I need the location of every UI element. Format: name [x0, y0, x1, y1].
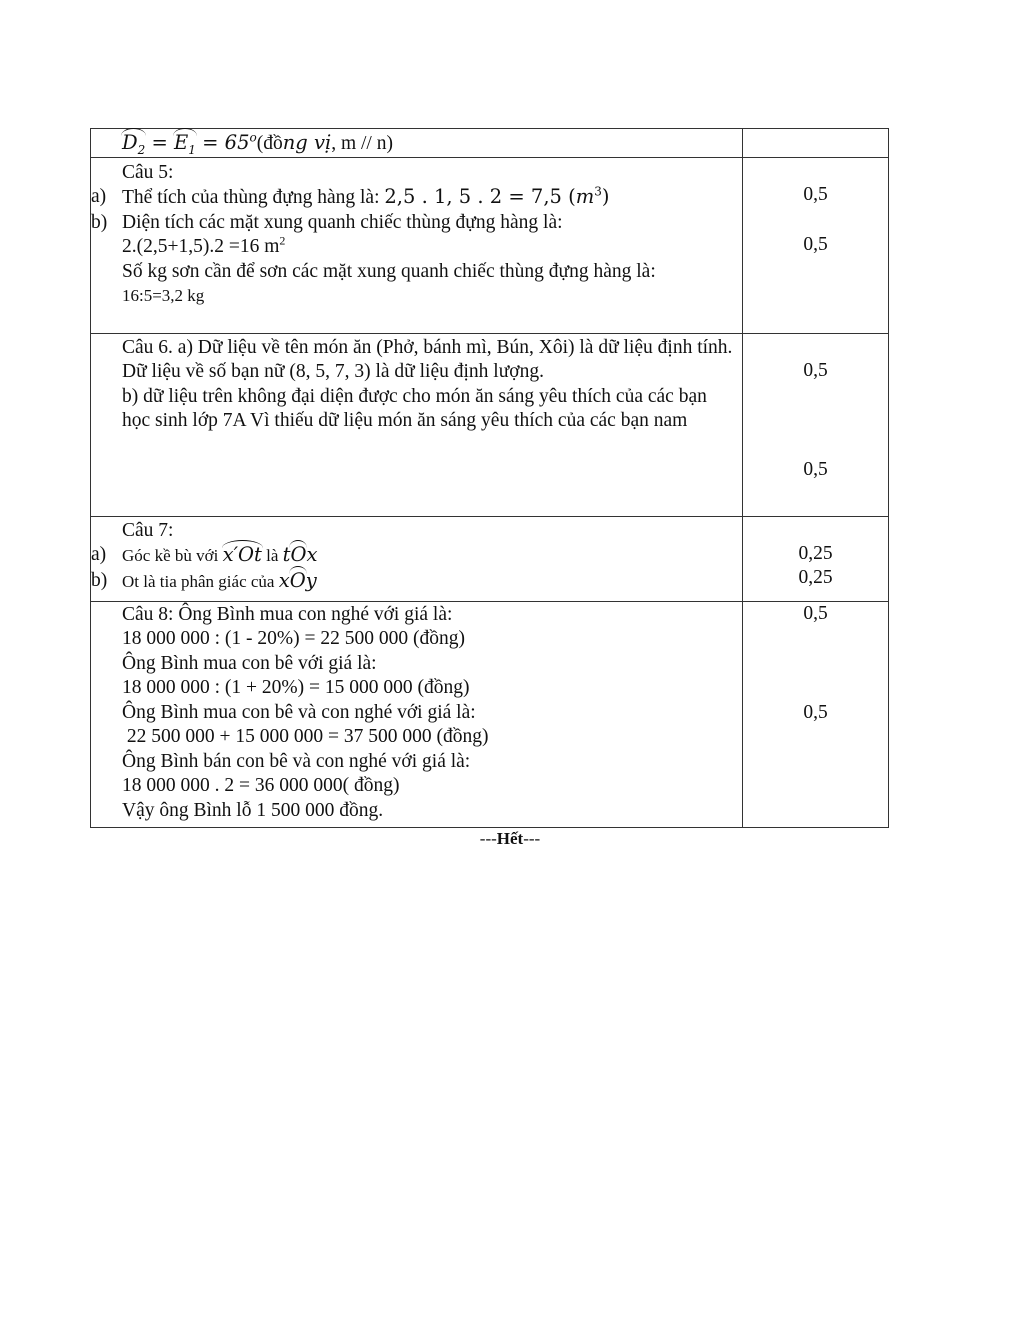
q5-line-a — [91, 184, 736, 211]
q8-line: Ông Bình mua con bê và con nghé với giá là: — [122, 701, 476, 723]
q7-score-1: 0,25 — [798, 542, 833, 564]
q5-line-b2: 2.(2,5+1,5).2 =16 $m^2$ — [122, 233, 286, 257]
row-question-6 — [91, 333, 889, 516]
q8-line: 18 000 000 : (1 + 20%) = 15 000 000 (đồng) — [122, 677, 470, 698]
q8-line: Ông Bình bán con bê và con nghé với giá là: — [122, 750, 471, 772]
q7-line-a-mid: là — [261, 546, 283, 565]
degree-sup: o — [249, 130, 257, 145]
q6-content — [91, 333, 743, 516]
q6-para-3: b) dữ liệu trên không đại diện được cho món ăn sáng yêu thích của các bạn học sinh lớp 7A Vì thiếu dữ liệu món ăn sáng yêu thích của các bạn nam — [122, 385, 707, 431]
q7-line-b-text: Ot là tia phân giác của — [122, 571, 279, 591]
q8-scores — [743, 601, 889, 827]
q5-content — [91, 157, 743, 333]
answer-table — [90, 128, 889, 828]
reason-part-b: ng vị — [282, 131, 332, 154]
row-question-7 — [91, 516, 889, 601]
row-question-5 — [91, 157, 889, 333]
q8-line: 22 500 000 + 15 000 000 = 37 500 000 (đồng) — [122, 726, 489, 747]
q5-score-2: 0,5 — [803, 233, 828, 255]
q6-scores — [743, 333, 889, 516]
q5-line-b — [91, 211, 736, 236]
q7-line-a-text: Góc kề bù với — [122, 546, 223, 565]
q5-label-a: a) — [91, 186, 107, 207]
q5-scores — [743, 157, 889, 333]
q8-line: Ông Bình mua con bê với giá là: — [122, 652, 377, 674]
angle-x-prime-o-t: x′Ot — [222, 543, 262, 566]
q5-line-a-text: Thể tích của thùng đựng hàng là: — [122, 187, 385, 208]
q6-score-1: 0,5 — [803, 359, 828, 381]
q5-line-b2-sup: 2 — [279, 233, 286, 248]
q5-score-1: 0,5 — [803, 183, 828, 205]
reason-part-c: , m // n) — [331, 133, 393, 154]
row1-content — [91, 129, 743, 158]
angle-d2: $D_2$ — [122, 131, 146, 157]
end-text: Hết — [496, 829, 524, 848]
end-marker — [0, 829, 1020, 849]
reason-part-a: (đồ — [256, 133, 283, 154]
q7-content — [91, 516, 743, 601]
angle-x-o-y: xOy — [278, 568, 317, 592]
q8-line: 18 000 000 : (1 - 20%) = 22 500 000 (đồng) — [122, 628, 466, 649]
angle-equality-line — [122, 131, 736, 157]
q7-title: Câu 7: — [122, 519, 174, 541]
q7-label-a: a) — [91, 544, 107, 565]
angle-e1: $E_1$ — [174, 131, 196, 157]
angle-t-o-x: tOx — [282, 543, 318, 566]
q6-para-1: Câu 6. a) Dữ liệu về tên món ăn (Phở, bánh mì, Bún, Xôi) là dữ liệu định tính. — [122, 336, 733, 358]
angle-value: = 65 — [195, 131, 250, 154]
q6-para-2: Dữ liệu về số bạn nữ (8, 5, 7, 3) là dữ liệu định lượng. — [122, 361, 544, 382]
q7-scores — [743, 516, 889, 601]
q7-line-a — [91, 543, 736, 569]
q8-content — [91, 601, 743, 827]
q5-line-d: 16:5=3,2 kg — [122, 286, 205, 305]
q5-line-a-sup: 3 — [594, 184, 602, 199]
row-angle-equality — [91, 129, 889, 158]
q5-line-a-unit: m — [575, 185, 595, 208]
q8-score-2: 0,5 — [803, 701, 828, 723]
row1-score — [743, 129, 889, 158]
q8-line: Câu 8: Ông Bình mua con nghé với giá là: — [122, 603, 453, 625]
q8-line: Vậy ông Bình lỗ 1 500 000 đồng. — [122, 799, 384, 821]
row-question-8 — [91, 601, 889, 827]
q8-score-1: 0,5 — [803, 602, 828, 624]
end-dash-left: --- — [479, 829, 497, 848]
q7-line-b — [91, 568, 736, 595]
equals-sign: = — [145, 131, 175, 154]
q5-line-b-text: Diện tích các mặt xung quanh chiếc thùng đựng hàng là: — [122, 211, 563, 233]
q8-line: 18 000 000 . 2 = 36 000 000( đồng) — [122, 775, 400, 796]
q5-line-a-math: 2,5 . 1, 5 . 2 = 7,5 ( — [384, 185, 576, 208]
end-dash-right: --- — [523, 829, 541, 848]
q5-line-a-close: ) — [601, 185, 610, 208]
q6-score-2: 0,5 — [803, 458, 828, 480]
q7-score-2: 0,25 — [798, 566, 833, 588]
q5-line-c: Số kg sơn cần để sơn các mặt xung quanh chiếc thùng đựng hàng là: — [122, 260, 656, 282]
q7-label-b: b) — [91, 569, 108, 591]
q5-label-b: b) — [91, 211, 108, 233]
q5-title: Câu 5: — [122, 161, 174, 183]
